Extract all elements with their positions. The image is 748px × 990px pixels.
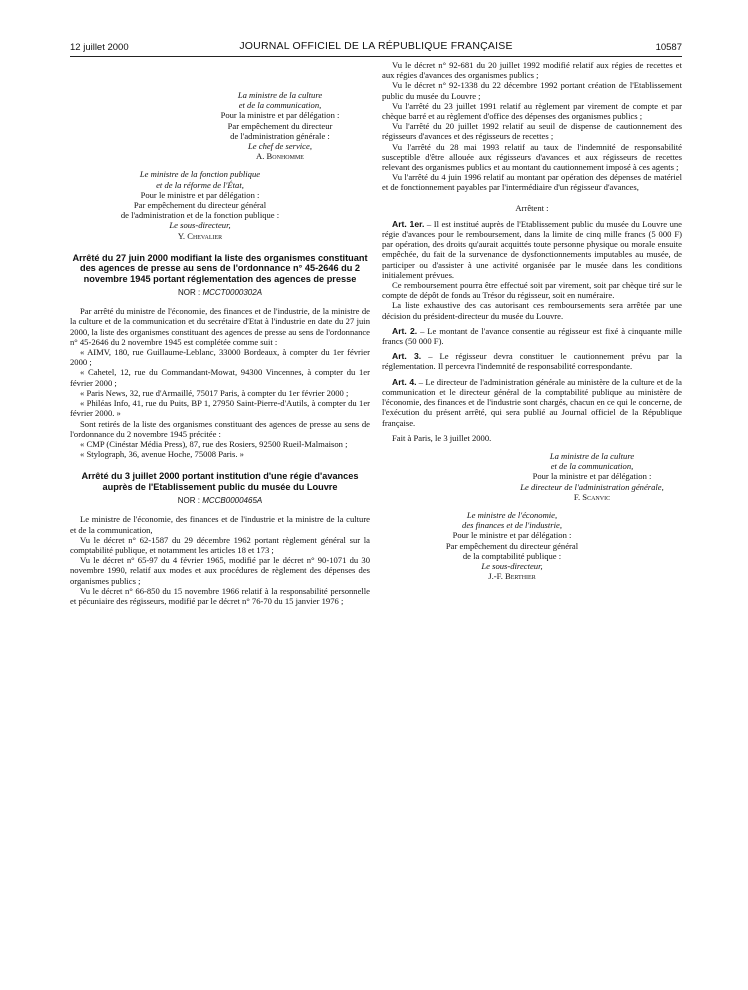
nor-reference: NOR : MCCB0000465A bbox=[177, 496, 263, 506]
article-3: Art. 3. – Le régisseur devra constituer le cautionnement prévu par la réglementation. Il percevra l'indemnité de responsabilité correspondante. bbox=[382, 351, 682, 372]
paragraph: « Philéas Info, 41, rue du Puits, BP 1, 27950 Saint-Pierre-d'Autils, à compter du 1er février 2000. » bbox=[70, 398, 370, 419]
decree-title-presse: Arrêté du 27 juin 2000 modifiant la liste des organismes constituant des agences de presse au sens de l'ordonnance n° 45-2646 du 2 novembre 1945 portant réglementation des agences de presse bbox=[72, 252, 368, 284]
paragraph: Sont retirés de la liste des organismes constituant des agences de presse au sens de l'ordonnance du 2 novembre 1945 précitée : bbox=[70, 418, 370, 439]
sig-line: Pour la ministre et par délégation : bbox=[220, 110, 340, 121]
paragraph: Ce remboursement pourra être effectué soit par virement, soit par chèque tiré sur le compte de dépôt de fonds au Trésor du régisseur, soit en numéraire. bbox=[382, 280, 682, 301]
left-column bbox=[70, 60, 370, 606]
article-1: Art. 1er. – Il est institué auprès de l'Etablissement public du musée du Louvre une régie d'avances pour le remboursement, dans la limite de cinq mille francs (5 000 F) par opération, des droits qu'aurait acquittés toute personne physique ou morale ensuite empêchée, du fait de la survenance de dysfonctionnements imputables au musée, de participer ou d'assister à une activité organisée par le musée dans les conditions initialement prévues. bbox=[382, 218, 682, 280]
nor-reference: NOR : MCCT0000302A bbox=[177, 288, 263, 298]
paragraph: « Stylograph, 36, avenue Hoche, 75008 Paris. » bbox=[80, 449, 244, 460]
page-number: 10587 bbox=[655, 42, 682, 53]
sig-line: Le directeur de l'administration générale, bbox=[520, 481, 664, 492]
paragraph: Le ministre de l'économie, des finances et de l'industrie et la ministre de la culture et de la communication, bbox=[70, 514, 370, 535]
fait-a-paris: Fait à Paris, le 3 juillet 2000. bbox=[392, 432, 492, 443]
sig-line: et de la réforme de l'État, bbox=[156, 179, 244, 190]
signature-block-culture-2 bbox=[382, 451, 682, 502]
sig-name: A. Bonhomme bbox=[256, 151, 304, 162]
sig-name: Y. Chevalier bbox=[177, 230, 223, 241]
decree-title-louvre: Arrêté du 3 juillet 2000 portant institution d'une régie d'avances auprès de l'Etablissement public du musée du Louvre bbox=[81, 471, 359, 492]
sig-line: Par empêchement du directeur bbox=[227, 120, 333, 131]
sig-line: de la comptabilité publique : bbox=[462, 550, 562, 561]
sig-line: Le sous-directeur, bbox=[169, 220, 231, 231]
sig-name: F. Scanvic bbox=[573, 491, 611, 502]
sig-line: et de la communication, bbox=[550, 461, 634, 472]
sig-line: de l'administration et de la fonction publique : bbox=[120, 210, 280, 221]
arretent-heading: Arrêtent : bbox=[515, 202, 549, 213]
sig-line: La ministre de la culture bbox=[549, 450, 635, 461]
paragraph: Vu l'arrêté du 20 juillet 1992 relatif au seuil de dispense de cautionnement des régisseurs d'avances et des régisseurs de recettes ; bbox=[382, 121, 682, 142]
sig-line: Le sous-directeur, bbox=[481, 560, 543, 571]
article-2: Art. 2. – Le montant de l'avance consentie au régisseur est fixé à cinquante mille francs (50 000 F). bbox=[382, 325, 682, 347]
paragraph: Vu l'arrêté du 23 juillet 1991 relatif au règlement par virement de compte et par chèque barré et au règlement d'office des dépenses des organismes publics ; bbox=[382, 100, 682, 122]
sig-line: Par empêchement du directeur général bbox=[133, 200, 267, 211]
journal-title: JOURNAL OFFICIEL DE LA RÉPUBLIQUE FRANÇAISE bbox=[239, 40, 513, 52]
sig-line: Le chef de service, bbox=[248, 141, 312, 152]
sig-line: Le ministre de l'économie, bbox=[466, 509, 558, 520]
page-header bbox=[70, 40, 682, 56]
right-column bbox=[382, 60, 682, 581]
paragraph: « Cahetel, 12, rue du Commandant-Mowat, 94300 Vincennes, à compter du 1er février 2000 ; bbox=[70, 367, 370, 388]
paragraph: Vu l'arrêté du 4 juin 1996 relatif au montant par opération des dépenses de matériel et de fonctionnement payables par l'intermédiaire d'un régisseur d'avances, bbox=[382, 172, 682, 193]
paragraph: Vu le décret n° 62-1587 du 29 décembre 1962 portant règlement général sur la comptabilité publique, et notamment les articles 18 et 173 ; bbox=[70, 534, 370, 555]
paragraph: Vu le décret n° 66-850 du 15 novembre 1966 relatif à la responsabilité personnelle et pécuniaire des régisseurs, modifié par le décret n° 76-70 du 15 janvier 1976 ; bbox=[70, 585, 370, 606]
sig-line: et de la communication, bbox=[238, 100, 322, 111]
sig-line: de l'administration générale : bbox=[230, 130, 330, 141]
paragraph: « AIMV, 180, rue Guillaume-Leblanc, 33000 Bordeaux, à compter du 1er février 2000 ; bbox=[70, 347, 370, 368]
paragraph: Vu le décret n° 65-97 du 4 février 1965, modifié par le décret n° 90-1071 du 30 novembre 1990, relatif aux modes et aux procédures de règlement des dépenses des organismes publics ; bbox=[70, 555, 370, 586]
sig-name: J.-F. Berthier bbox=[488, 571, 536, 582]
paragraph: Vu l'arrêté du 28 mai 1993 relatif au taux de l'indemnité de responsabilité susceptible d'être allouée aux régisseurs d'avances et aux régisseurs de recettes relevant des organismes publics et au montant du cautionnement imposé à ces agents ; bbox=[382, 141, 682, 173]
header-date: 12 juillet 2000 bbox=[70, 42, 129, 53]
header-rule bbox=[70, 56, 682, 57]
sig-line: Pour le ministre et par délégation : bbox=[140, 189, 260, 200]
sig-line: Par empêchement du directeur général bbox=[445, 540, 579, 551]
signature-block-culture bbox=[70, 90, 370, 161]
sig-line: des finances et de l'industrie, bbox=[462, 520, 562, 531]
signature-block-economie bbox=[382, 510, 682, 581]
paragraph: La liste exhaustive des cas autorisant ces remboursements sera arrêtée par une décision du président-directeur du musée du Louvre. bbox=[382, 300, 682, 321]
sig-line: Pour la ministre et par délégation : bbox=[532, 471, 652, 482]
sig-line: Pour le ministre et par délégation : bbox=[452, 530, 572, 541]
paragraph: Par arrêté du ministre de l'économie, des finances et de l'industrie, de la ministre de la culture et de la communication et du secrétaire d'Etat à l'industrie en date du 27 juin 2000, la liste des organismes constituant des agences de presse au sens de l'ordonnance n° 45-2646 du 2 novembre 1945 est complétée comme suit : bbox=[70, 306, 370, 347]
sig-line: Le ministre de la fonction publique bbox=[139, 169, 261, 180]
paragraph: « CMP (Cinéstar Média Press), 87, rue des Rosiers, 92500 Rueil-Malmaison ; bbox=[80, 438, 348, 449]
signature-block-fonction-publique bbox=[70, 169, 370, 240]
article-4: Art. 4. – Le directeur de l'administration générale au ministère de la culture et de la communication et le directeur général de la comptabilité publique au ministère de l'économie, des finances et de l'industrie sont chargés, chacun en ce qui le concerne, de l'exécution du présent arrêté, qui sera publié au Journal officiel de la République française. bbox=[382, 376, 682, 428]
paragraph: « Paris News, 32, rue d'Armaillé, 75017 Paris, à compter du 1er février 2000 ; bbox=[80, 387, 349, 398]
paragraph: Vu le décret n° 92-1338 du 22 décembre 1992 portant création de l'Etablissement public du musée du Louvre ; bbox=[382, 80, 682, 101]
paragraph: Vu le décret n° 92-681 du 20 juillet 1992 modifié relatif aux régies de recettes et aux régies d'avances des organismes publics ; bbox=[382, 60, 682, 81]
sig-line: La ministre de la culture bbox=[237, 90, 323, 100]
